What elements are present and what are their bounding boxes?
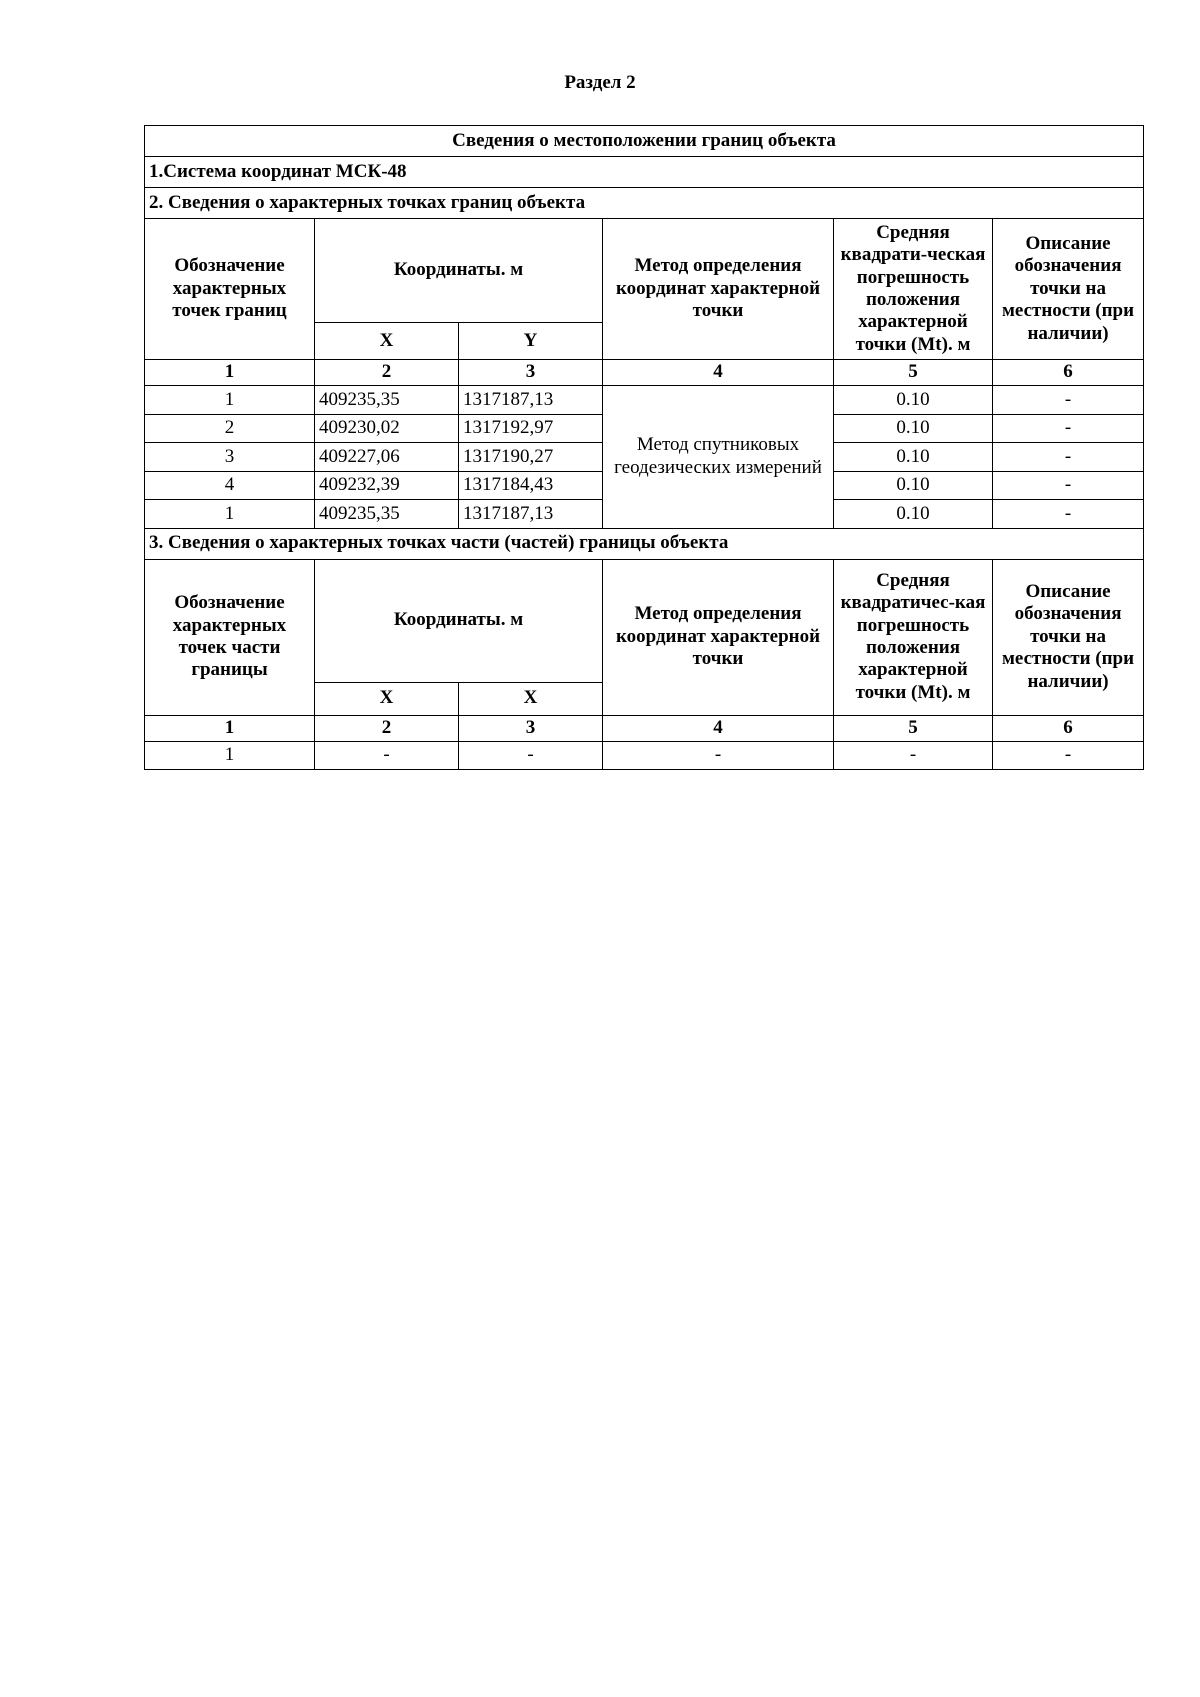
- part3-header-row: [145, 559, 1144, 682]
- description-value: -: [993, 386, 1144, 415]
- error-value: 0.10: [834, 386, 993, 415]
- part2-header-method: Метод определения координат характерной точки: [603, 219, 834, 360]
- colnum: 3: [459, 360, 603, 386]
- point-number: 1: [145, 500, 315, 529]
- coord-x: 409235,35: [315, 386, 459, 415]
- part2-header-x: X: [315, 323, 459, 360]
- point-number: 2: [145, 414, 315, 443]
- colnum: 6: [993, 360, 1144, 386]
- part2-header-y: Y: [459, 323, 603, 360]
- coord-system-row: [145, 157, 1144, 188]
- coord-y: 1317187,13: [459, 386, 603, 415]
- colnum: 2: [315, 360, 459, 386]
- error-value: -: [834, 741, 993, 770]
- part3-header-y: X: [459, 682, 603, 715]
- coord-system: 1.Система координат МСК-48: [145, 157, 1144, 188]
- colnum: 2: [315, 715, 459, 741]
- description-value: -: [993, 471, 1144, 500]
- method-value: Метод спутниковых геодезических измерений: [603, 386, 834, 529]
- colnum: 1: [145, 715, 315, 741]
- point-number: 1: [145, 386, 315, 415]
- coord-y: 1317187,13: [459, 500, 603, 529]
- table-title: Сведения о местоположении границ объекта: [145, 126, 1144, 157]
- part2-heading-row: [145, 188, 1144, 219]
- part2-header-description: Описание обозначения точки на местности (при наличии): [993, 219, 1144, 360]
- part3-heading: 3. Сведения о характерных точках части (частей) границы объекта: [145, 528, 1144, 559]
- point-number: 3: [145, 443, 315, 472]
- part2-header-error: Средняя квадрати-ческая погрешность положения характерной точки (Mt). м: [834, 219, 993, 360]
- colnum: 4: [603, 360, 834, 386]
- description-value: -: [993, 414, 1144, 443]
- description-value: -: [993, 741, 1144, 770]
- coord-y: 1317192,97: [459, 414, 603, 443]
- colnum: 3: [459, 715, 603, 741]
- coord-x: -: [315, 741, 459, 770]
- part2-heading: 2. Сведения о характерных точках границ объекта: [145, 188, 1144, 219]
- error-value: 0.10: [834, 443, 993, 472]
- part3-heading-row: [145, 528, 1144, 559]
- table-row: [145, 386, 1144, 415]
- description-value: -: [993, 443, 1144, 472]
- error-value: 0.10: [834, 500, 993, 529]
- part3-header-method: Метод определения координат характерной точки: [603, 559, 834, 715]
- coord-y: 1317184,43: [459, 471, 603, 500]
- coord-y: 1317190,27: [459, 443, 603, 472]
- boundary-table: [144, 125, 1144, 770]
- coord-x: 409235,35: [315, 500, 459, 529]
- coord-x: 409230,02: [315, 414, 459, 443]
- part3-header-error: Средняя квадратичес-кая погрешность положения характерной точки (Mt). м: [834, 559, 993, 715]
- table-title-row: [145, 126, 1144, 157]
- method-value: -: [603, 741, 834, 770]
- colnum: 4: [603, 715, 834, 741]
- coord-y: -: [459, 741, 603, 770]
- coord-x: 409227,06: [315, 443, 459, 472]
- error-value: 0.10: [834, 471, 993, 500]
- colnum: 5: [834, 360, 993, 386]
- colnum: 5: [834, 715, 993, 741]
- part3-header-description: Описание обозначения точки на местности (при наличии): [993, 559, 1144, 715]
- part3-header-coords: Координаты. м: [315, 559, 603, 682]
- part2-header-designation: Обозначение характерных точек границ: [145, 219, 315, 360]
- part3-header-x: X: [315, 682, 459, 715]
- part2-colnum-row: [145, 360, 1144, 386]
- part2-header-row: [145, 219, 1144, 323]
- point-number: 1: [145, 741, 315, 770]
- part3-header-designation: Обозначение характерных точек части границы: [145, 559, 315, 715]
- part2-header-coords: Координаты. м: [315, 219, 603, 323]
- coord-x: 409232,39: [315, 471, 459, 500]
- part3-colnum-row: [145, 715, 1144, 741]
- error-value: 0.10: [834, 414, 993, 443]
- colnum: 1: [145, 360, 315, 386]
- table-row: [145, 741, 1144, 770]
- colnum: 6: [993, 715, 1144, 741]
- point-number: 4: [145, 471, 315, 500]
- section-title: Раздел 2: [564, 72, 636, 93]
- description-value: -: [993, 500, 1144, 529]
